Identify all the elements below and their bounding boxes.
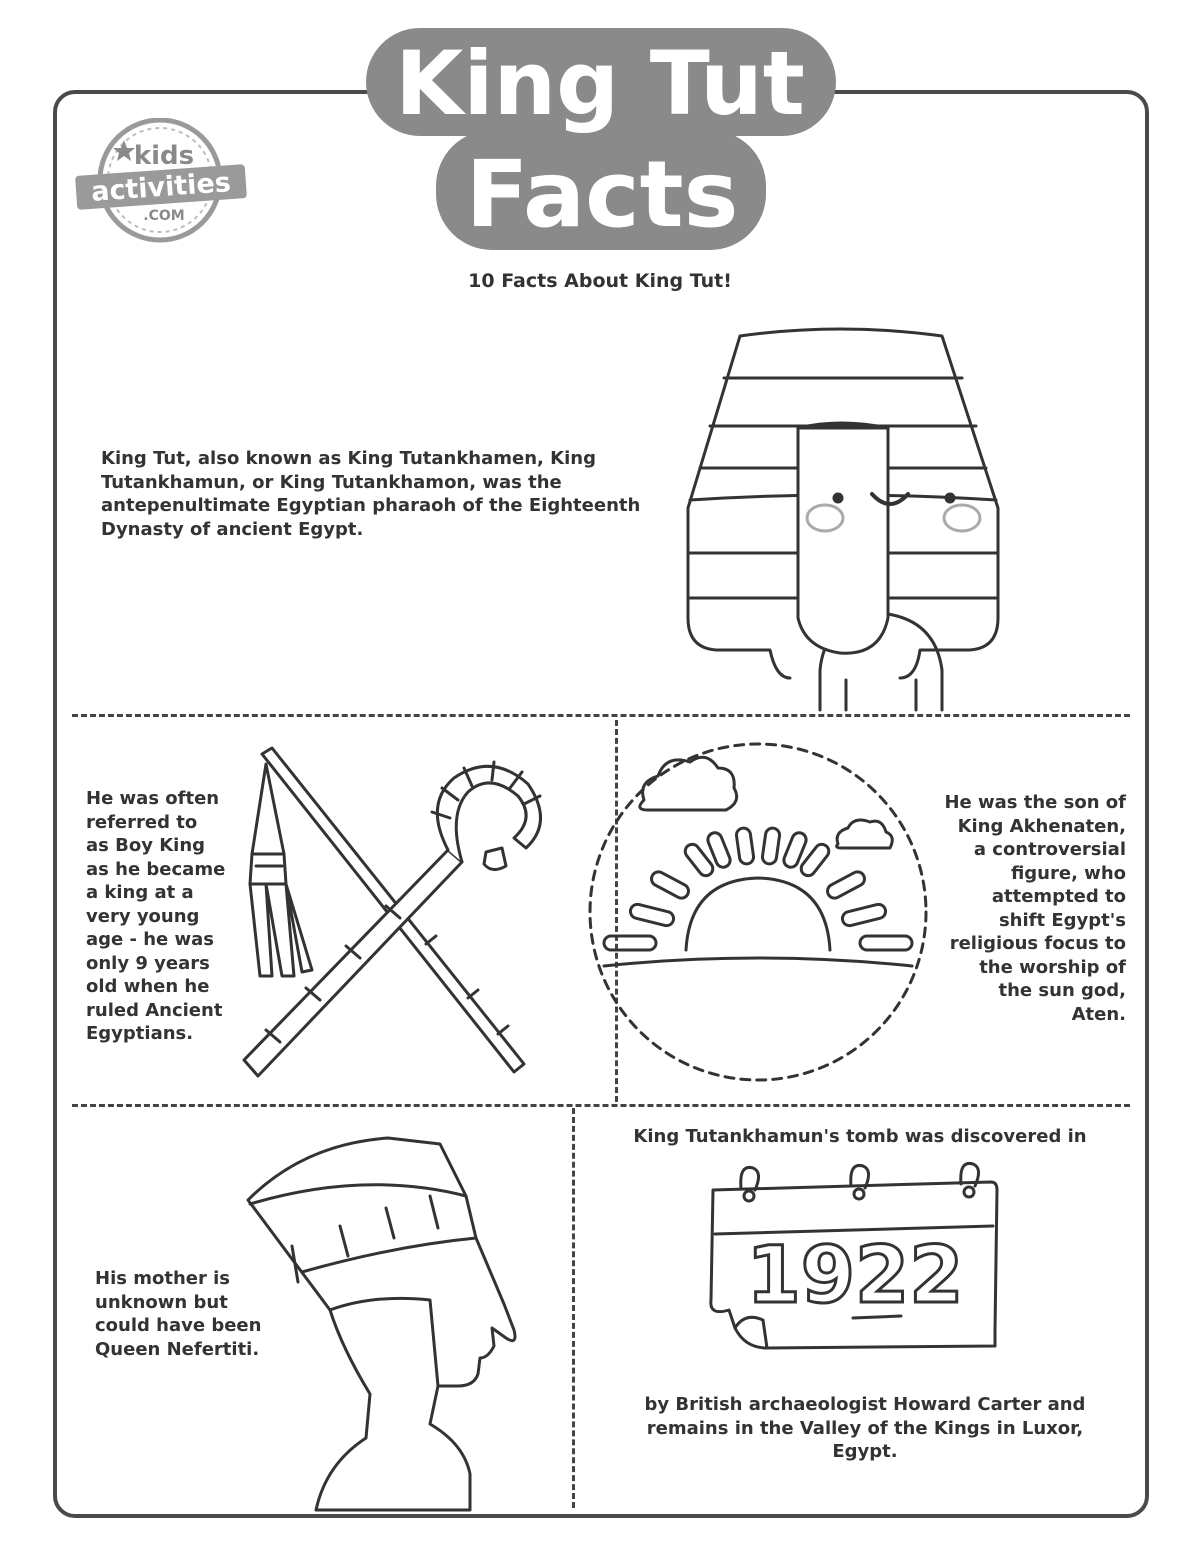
fact-intro: King Tut, also known as King Tutankhamen, King Tutankhamun, or King Tutankhamon, was the antepenultimate Egyptian pharaoh of the Eighteenth Dynasty of ancient Egypt.: [101, 448, 641, 540]
nefertiti-bust-icon: [244, 1134, 524, 1514]
title-art: [352, 26, 848, 256]
title-line-2: Facts: [465, 141, 739, 248]
calendar-icon: [705, 1160, 1005, 1356]
pharaoh-icon: [680, 318, 1020, 710]
calendar-year: 1922: [746, 1231, 964, 1321]
fact-boy-king: He was often referred to as Boy King as he became a king at a very young age - he was only 9 years old when he ruled Ancient Egyptians.: [86, 788, 226, 1044]
fact-father: He was the son of King Akhenaten, a controversial figure, who attempted to shift Egypt's religious focus to the worship of the sun god, Aten.: [944, 792, 1126, 1025]
fact-mother: His mother is unknown but could have been Queen Nefertiti.: [95, 1268, 262, 1360]
logo-activities: activities: [90, 167, 232, 208]
divider-1: [72, 714, 1130, 717]
page-title: [352, 26, 848, 256]
fact-tomb-bottom: by British archaeologist Howard Carter and remains in the Valley of the Kings in Luxor, Egypt.: [644, 1394, 1086, 1462]
title-line-1: King Tut: [395, 32, 805, 135]
sunrise-icon: [586, 740, 930, 1084]
divider-3: [72, 1104, 1130, 1107]
logo-com: .COM: [143, 208, 185, 224]
subtitle: 10 Facts About King Tut!: [468, 270, 732, 292]
crook-and-flail-icon: [236, 744, 548, 1086]
fact-tomb-top: King Tutankhamun's tomb was discovered in: [633, 1126, 1087, 1147]
kids-activities-logo: [72, 118, 250, 243]
logo-kids: kids: [133, 141, 195, 171]
divider-4: [572, 1108, 575, 1508]
